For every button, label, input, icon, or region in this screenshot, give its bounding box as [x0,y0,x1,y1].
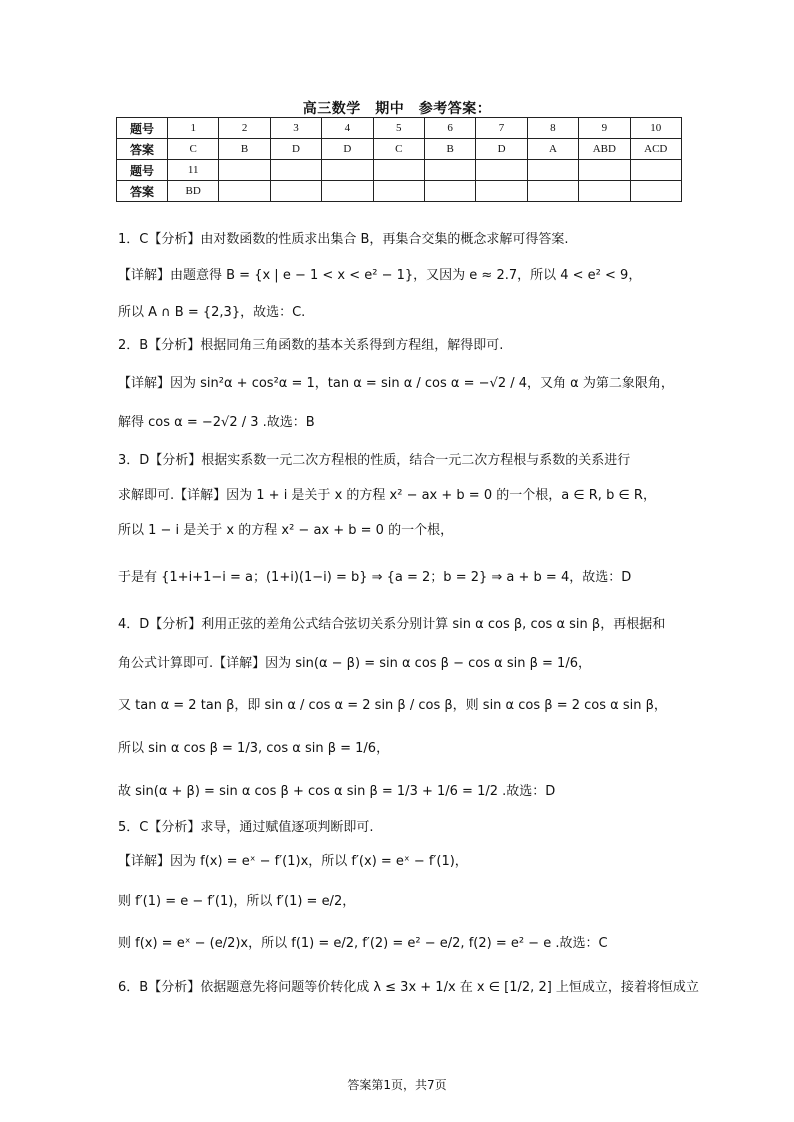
table-cell: D [476,139,527,160]
solution-4-detail: 角公式计算即可.【详解】因为 sin(α − β) = sin α cos β − cos α sin β = 1/6， [118,656,591,671]
page-title: 高三数学 期中 参考答案： [302,101,492,117]
table-cell: 11 [168,160,219,181]
table-cell: 题号 [117,118,168,139]
table-row [117,181,682,202]
solution-1-detail: 【详解】由题意得 B = {x | e − 1 < x < e² − 1}，又因为 e ≈ 2.7，所以 4 < e² < 9， [118,268,642,283]
table-cell: 题号 [117,160,168,181]
table-cell [630,160,681,181]
table-cell [630,181,681,202]
solution-4-step-1: 又 tan α = 2 tan β，即 sin α / cos α = 2 sin β / cos β，则 sin α cos β = 2 cos α sin β， [118,698,667,713]
solution-2-conclusion: 解得 cos α = −2√2 / 3 .故选：B [118,415,315,430]
table-cell [527,181,578,202]
table-cell [579,181,630,202]
solution-4-step-2: 所以 sin α cos β = 1/3, cos α sin β = 1/6， [118,741,390,756]
solution-4-analysis: 4．D【分析】利用正弦的差角公式结合弦切关系分别计算 sin α cos β, cos α sin β，再根据和 [118,617,666,632]
table-cell: 4 [322,118,373,139]
solution-3-analysis: 3．D【分析】根据实系数一元二次方程根的性质，结合一元二次方程根与系数的关系进行 [118,453,631,468]
table-cell: 7 [476,118,527,139]
table-cell: C [168,139,219,160]
table-cell [476,181,527,202]
solution-1-analysis: 1．C【分析】由对数函数的性质求出集合 B，再集合交集的概念求解可得答案. [118,232,569,247]
table-cell: D [322,139,373,160]
table-cell: ABD [579,139,630,160]
table-cell [424,160,475,181]
table-cell [476,160,527,181]
table-cell: 8 [527,118,578,139]
page-footer: 答案第1页，共7页 [347,1078,447,1092]
table-cell: B [424,139,475,160]
table-cell [219,181,270,202]
table-cell [270,160,321,181]
table-row [117,118,682,139]
table-cell: BD [168,181,219,202]
table-row [117,139,682,160]
table-cell [579,160,630,181]
solution-5-conclusion: 则 f(x) = eˣ − (e/2)x，所以 f(1) = e/2, f′(2) = e² − e/2, f(2) = e² − e .故选：C [118,936,608,951]
table-cell [322,160,373,181]
table-cell: 9 [579,118,630,139]
table-cell: 5 [373,118,424,139]
table-cell [424,181,475,202]
table-cell: 1 [168,118,219,139]
table-cell [270,181,321,202]
table-cell: D [270,139,321,160]
table-cell [219,160,270,181]
solution-5-step-1: 则 f′(1) = e − f′(1)，所以 f′(1) = e/2， [118,894,356,909]
solution-3-conclusion: 于是有 {1+i+1−i = a；(1+i)(1−i) = b} ⇒ {a = 2；b = 2} ⇒ a + b = 4，故选：D [118,570,632,585]
solution-6-analysis: 6．B【分析】依据题意先将问题等价转化成 λ ≤ 3x + 1/x 在 x ∈ [1/2, 2] 上恒成立，接着将恒成立 [118,980,699,995]
table-cell [373,160,424,181]
table-cell: C [373,139,424,160]
table-cell: 6 [424,118,475,139]
solution-4-conclusion: 故 sin(α + β) = sin α cos β + cos α sin β = 1/3 + 1/6 = 1/2 .故选：D [118,784,556,799]
table-cell: B [219,139,270,160]
table-cell: 答案 [117,181,168,202]
solution-2-detail: 【详解】因为 sin²α + cos²α = 1，tan α = sin α / cos α = −√2 / 4，又角 α 为第二象限角， [118,376,674,391]
table-cell: ACD [630,139,681,160]
solution-1-conclusion: 所以 A ∩ B = {2,3}，故选：C. [118,305,306,320]
solution-5-analysis: 5．C【分析】求导，通过赋值逐项判断即可. [118,820,374,835]
table-cell: 2 [219,118,270,139]
solution-2-analysis: 2．B【分析】根据同角三角函数的基本关系得到方程组，解得即可. [118,338,504,353]
table-cell [373,181,424,202]
table-cell: 10 [630,118,681,139]
solution-5-detail: 【详解】因为 f(x) = eˣ − f′(1)x，所以 f′(x) = eˣ − f′(1)， [118,854,468,869]
table-cell: 3 [270,118,321,139]
table-cell: 答案 [117,139,168,160]
solution-3-detail: 求解即可.【详解】因为 1 + i 是关于 x 的方程 x² − ax + b = 0 的一个根，a ∈ R, b ∈ R， [118,488,656,503]
table-cell [322,181,373,202]
answer-table [116,117,682,202]
table-cell [527,160,578,181]
table-row [117,160,682,181]
table-cell: A [527,139,578,160]
solution-3-root: 所以 1 − i 是关于 x 的方程 x² − ax + b = 0 的一个根， [118,523,454,538]
